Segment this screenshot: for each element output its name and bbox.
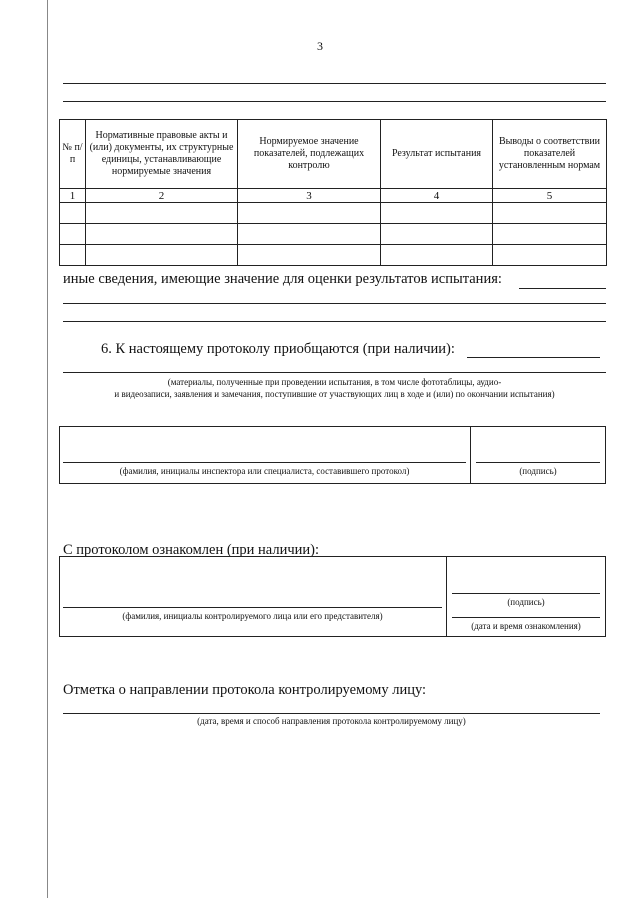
blank-line <box>63 83 606 84</box>
section6-title: 6. К настоящему протоколу приобщаются (при наличии): <box>101 341 455 357</box>
inspector-signature-caption: (подпись) <box>519 466 557 476</box>
inspector-name-caption: (фамилия, инициалы инспектора или специалиста, составившего протокол) <box>119 466 410 476</box>
table-cell[interactable] <box>86 203 238 224</box>
header-number: № п/п <box>60 120 86 189</box>
table-row <box>60 245 607 266</box>
blank-line[interactable] <box>63 321 606 322</box>
table-cell[interactable] <box>493 224 607 245</box>
table-cell[interactable] <box>60 224 86 245</box>
page-binding-line <box>47 0 48 898</box>
other-info-label: иные сведения, имеющие значение для оценки результатов испытания: <box>63 271 502 287</box>
other-info-fill-line[interactable] <box>519 288 606 289</box>
table-column-numbers-row <box>60 189 607 203</box>
table-cell[interactable] <box>238 245 381 266</box>
page-number: 3 <box>317 39 323 53</box>
section6-fill-line[interactable] <box>467 357 600 358</box>
acquainted-signature-line[interactable] <box>452 593 600 594</box>
table-cell[interactable] <box>381 203 493 224</box>
blank-line <box>63 101 606 102</box>
acquainted-datetime-caption: (дата и время ознакомления) <box>471 621 581 631</box>
table-row <box>60 224 607 245</box>
table-row <box>60 203 607 224</box>
column-number: 4 <box>381 189 493 203</box>
table-cell[interactable] <box>86 224 238 245</box>
section6-caption-line2: и видеозаписи, заявления и замечания, поступившие от участвующих лиц в ходе и (или) по окончании испытания) <box>114 389 555 399</box>
section6-blank-line[interactable] <box>63 372 606 373</box>
header-conclusions: Выводы о соответствии показателей установленным нормам <box>493 120 607 189</box>
acquainted-datetime-line[interactable] <box>452 617 600 618</box>
sending-title: Отметка о направлении протокола контролируемому лицу: <box>63 682 427 698</box>
table-cell[interactable] <box>381 245 493 266</box>
column-number: 1 <box>60 189 86 203</box>
acquainted-name-caption: (фамилия, инициалы контролируемого лица или его представителя) <box>122 611 383 621</box>
inspector-name-line[interactable] <box>63 462 466 463</box>
header-test-result: Результат испытания <box>381 120 493 189</box>
inspector-box-divider <box>470 426 471 483</box>
sending-caption: (дата, время и способ направления протокола контролируемому лицу) <box>197 716 466 726</box>
table-cell[interactable] <box>493 203 607 224</box>
results-table <box>59 119 607 266</box>
table-cell[interactable] <box>86 245 238 266</box>
table-cell[interactable] <box>238 203 381 224</box>
header-normative-acts: Нормативные правовые акты и (или) документы, их структурные единицы, устанавливающие нормируемые значения <box>86 120 238 189</box>
table-cell[interactable] <box>381 224 493 245</box>
acquainted-signature-caption: (подпись) <box>507 597 545 607</box>
blank-line[interactable] <box>63 303 606 304</box>
acquainted-title: С протоколом ознакомлен (при наличии): <box>63 542 320 558</box>
column-number: 3 <box>238 189 381 203</box>
table-cell[interactable] <box>493 245 607 266</box>
table-cell[interactable] <box>238 224 381 245</box>
acquainted-name-line[interactable] <box>63 607 442 608</box>
column-number: 5 <box>493 189 607 203</box>
sending-line[interactable] <box>63 713 600 714</box>
column-number: 2 <box>86 189 238 203</box>
section6-caption-line1: (материалы, полученные при проведении испытания, в том числе фототаблицы, аудио- <box>167 377 502 387</box>
table-header-row <box>60 120 607 189</box>
table-cell[interactable] <box>60 203 86 224</box>
table-cell[interactable] <box>60 245 86 266</box>
header-normed-value: Нормируемое значение показателей, подлежащих контролю <box>238 120 381 189</box>
inspector-signature-line[interactable] <box>476 462 600 463</box>
acquainted-box-divider <box>446 556 447 636</box>
